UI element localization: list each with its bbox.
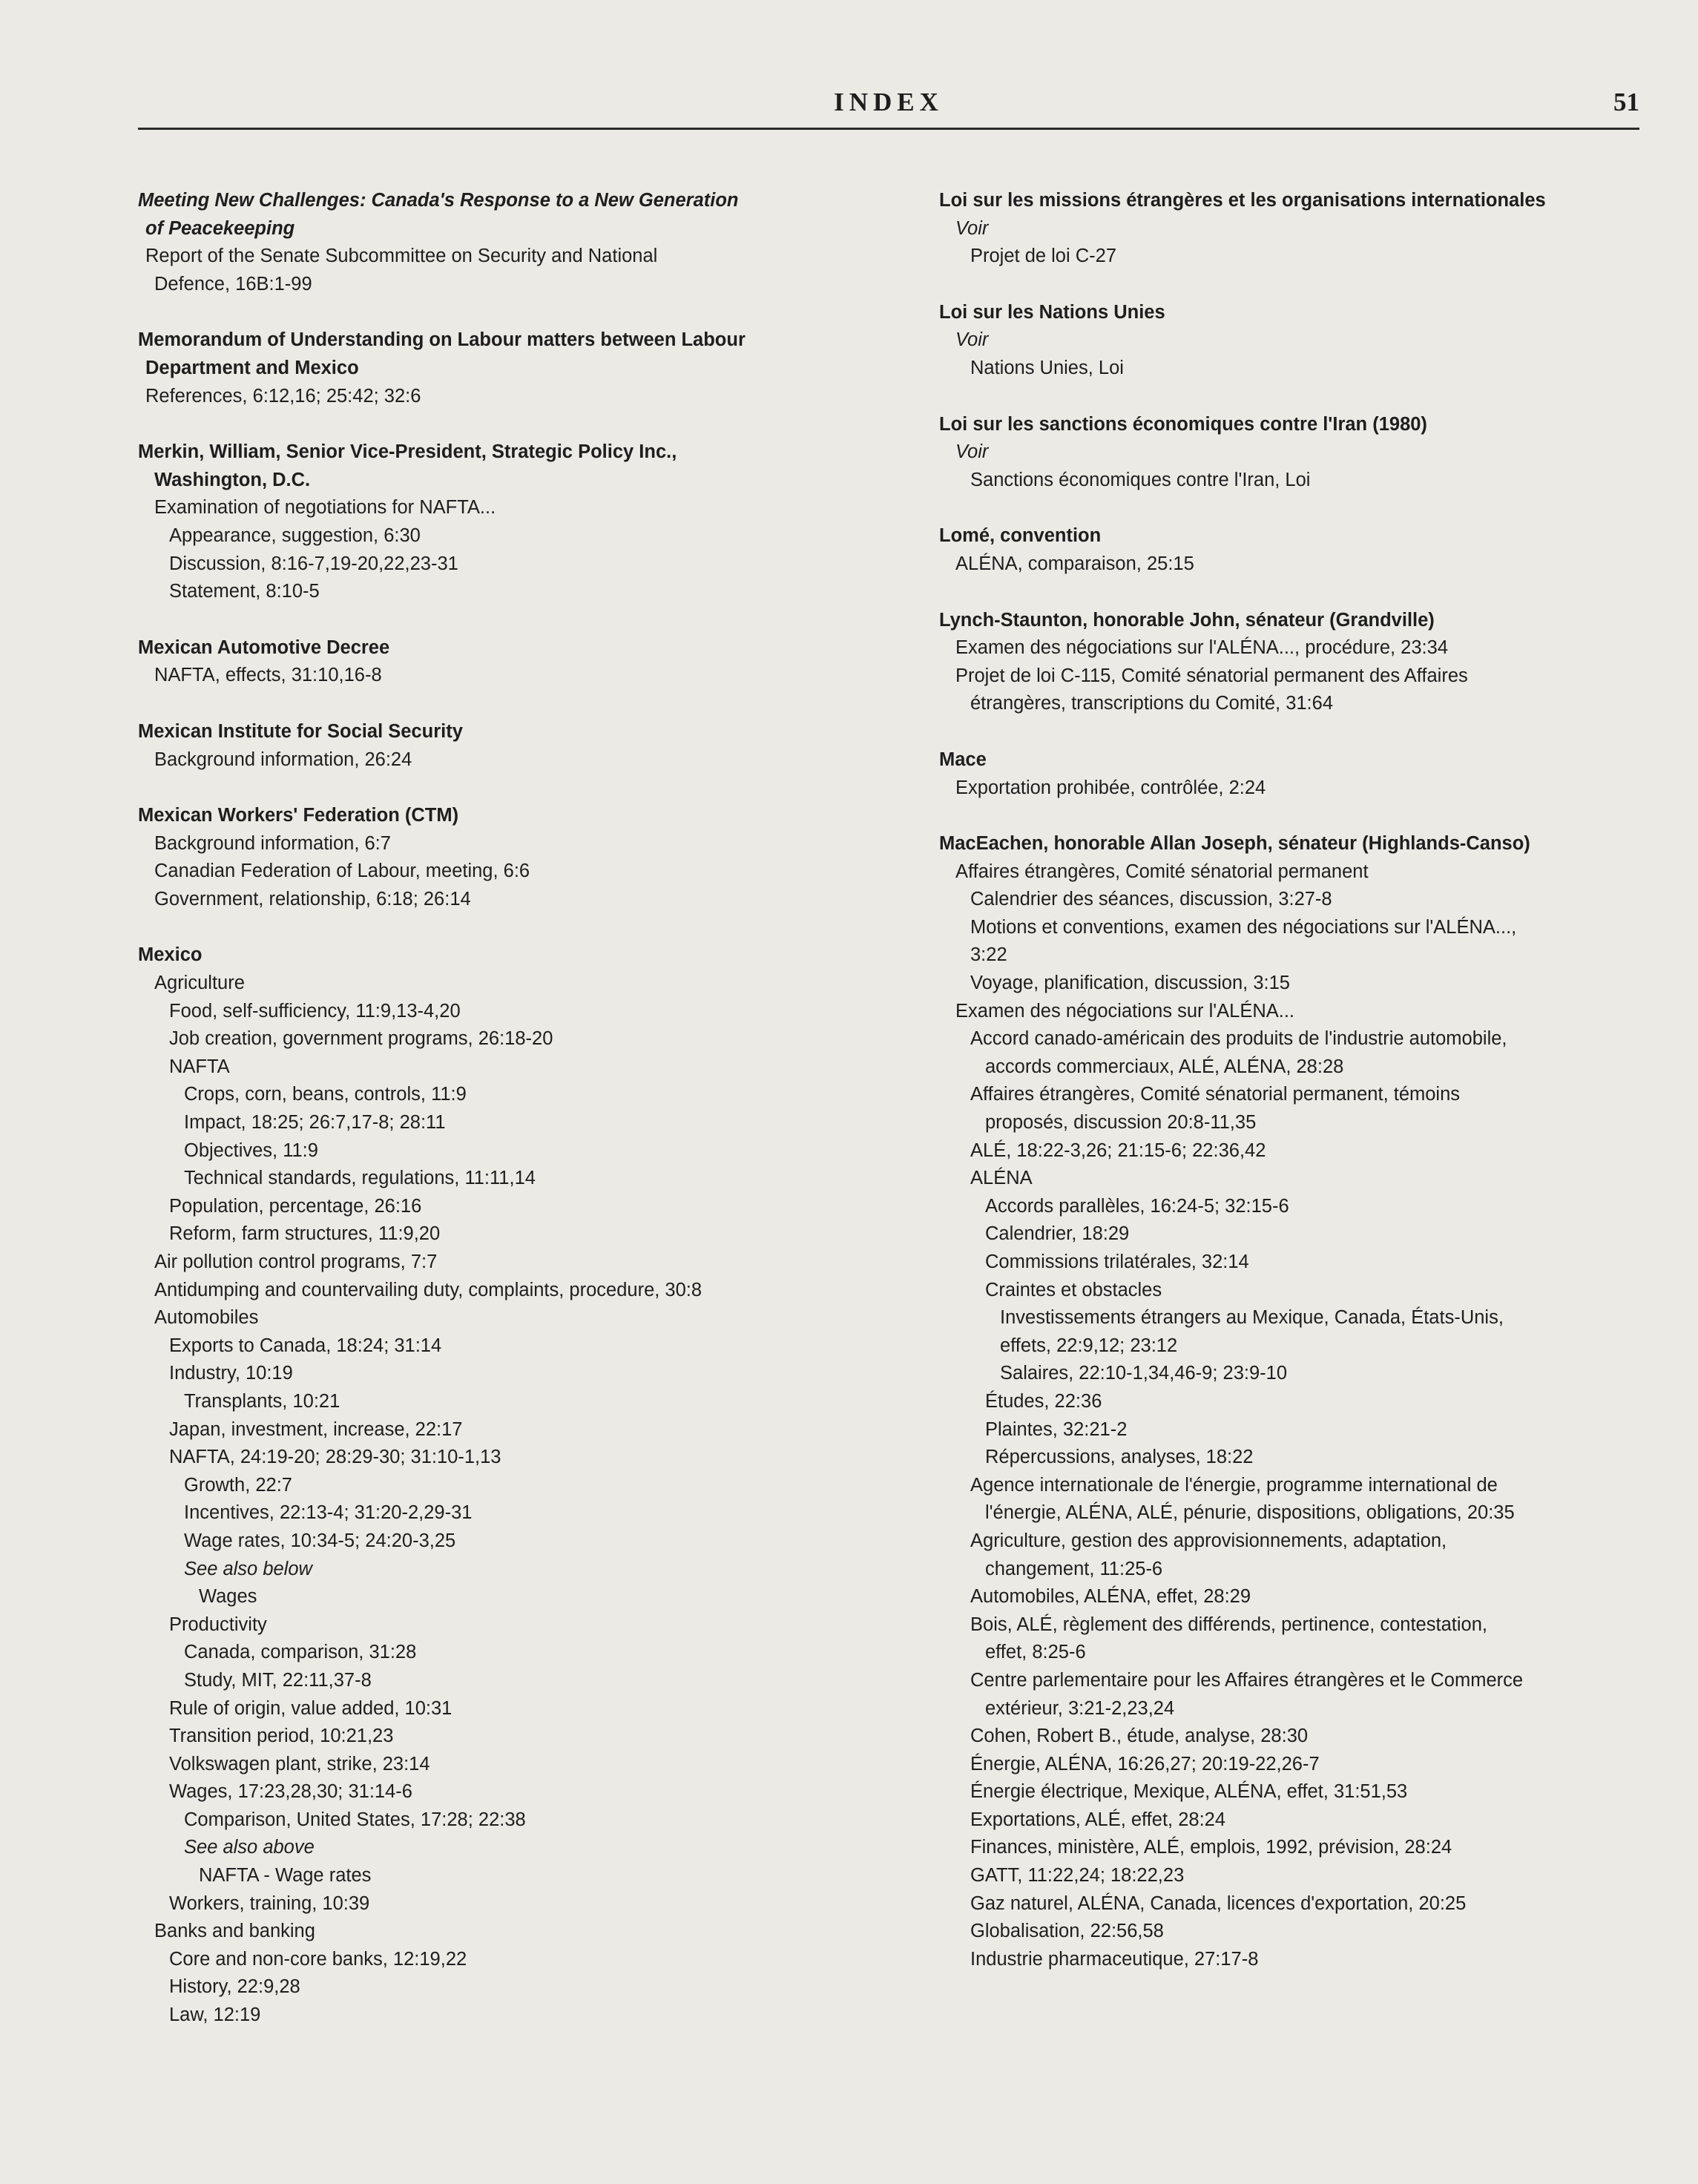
index-entry (138, 718, 880, 774)
index-subentry: Workers, training, 10:39 (169, 1892, 370, 1914)
page-header (138, 88, 1639, 129)
index-subentry: Exportation prohibée, contrôlée, 2:24 (955, 777, 1266, 798)
index-subentry: Reform, farm structures, 11:9,20 (169, 1223, 441, 1245)
index-entry (939, 299, 1651, 383)
index-subentry: Antidumping and countervailing duty, complaints, procedure, 30:8 (154, 1279, 702, 1300)
index-subentry: Cohen, Robert B., étude, analyse, 28:30 (970, 1726, 1309, 1747)
index-subentry: Examen des négociations sur l'ALÉNA... (955, 1000, 1295, 1022)
index-heading: Loi sur les missions étrangères et les organisations internationales (939, 190, 1546, 211)
index-subentry: Commissions trilatérales, 32:14 (985, 1251, 1249, 1272)
index-subentry: Répercussions, analyses, 18:22 (985, 1447, 1254, 1468)
index-subentry: Canada, comparison, 31:28 (184, 1642, 417, 1663)
index-entry (939, 522, 1651, 578)
index-subentry: Transplants, 10:21 (184, 1390, 340, 1412)
index-entry (138, 634, 880, 690)
index-subentry: Voir (955, 441, 989, 463)
left-column (138, 187, 880, 2058)
index-subentry: Finances, ministère, ALÉ, emplois, 1992, prévision, 28:24 (970, 1837, 1452, 1858)
index-subentry: Bois, ALÉ, règlement des différends, pertinence, contestation, (970, 1614, 1487, 1635)
index-subentry: Study, MIT, 22:11,37-8 (184, 1669, 372, 1691)
index-subentry: Wages (199, 1586, 257, 1608)
index-subentry: extérieur, 3:21-2,23,24 (985, 1697, 1175, 1719)
index-subentry: Technical standards, regulations, 11:11,14 (184, 1168, 536, 1189)
index-entry (138, 941, 880, 2029)
index-entry (138, 438, 880, 606)
index-heading: Loi sur les Nations Unies (939, 301, 1165, 323)
index-subentry: Motions et conventions, examen des négociations sur l'ALÉNA..., (970, 916, 1517, 938)
index-entry (939, 411, 1651, 495)
index-subentry: étrangères, transcriptions du Comité, 31:64 (970, 693, 1334, 714)
index-subentry: Productivity (169, 1614, 267, 1635)
index-subentry: Agriculture, gestion des approvisionnements, adaptation, (970, 1530, 1447, 1551)
index-subentry: NAFTA, effects, 31:10,16-8 (154, 665, 382, 686)
index-entry (939, 607, 1651, 718)
index-subentry: changement, 11:25-6 (985, 1558, 1163, 1579)
index-subentry: of Peacekeeping (145, 217, 295, 239)
index-heading: Memorandum of Understanding on Labour matters between Labour (138, 329, 746, 351)
index-subentry: ALÉNA (970, 1168, 1033, 1189)
index-subentry: Plaintes, 32:21-2 (985, 1418, 1128, 1440)
index-heading: Mexican Workers' Federation (CTM) (138, 805, 459, 826)
index-heading: Lynch-Staunton, honorable John, sénateur (Grandville) (939, 609, 1435, 631)
index-subentry: Agriculture (154, 973, 245, 994)
index-subentry: Appearance, suggestion, 6:30 (169, 524, 421, 546)
index-subentry: Automobiles (154, 1307, 259, 1329)
index-subentry: Transition period, 10:21,23 (169, 1726, 394, 1747)
index-subentry: Law, 12:19 (169, 2004, 261, 2026)
index-subentry: ALÉNA, comparaison, 25:15 (955, 553, 1194, 574)
index-subentry: Exports to Canada, 18:24; 31:14 (169, 1335, 442, 1356)
index-subentry: Agence internationale de l'énergie, programme international de (970, 1474, 1498, 1496)
index-subentry: Department and Mexico (145, 357, 359, 378)
index-subentry: Affaires étrangères, Comité sénatorial permanent (955, 861, 1369, 882)
index-subentry: Background information, 6:7 (154, 832, 391, 854)
index-entry (939, 187, 1651, 271)
page-title: INDEX (834, 88, 944, 116)
index-subentry: Crops, corn, beans, controls, 11:9 (184, 1084, 467, 1105)
index-subentry: Canadian Federation of Labour, meeting, 6:6 (154, 861, 530, 882)
index-subentry: Industry, 10:19 (169, 1363, 293, 1384)
index-subentry: References, 6:12,16; 25:42; 32:6 (145, 385, 421, 407)
index-subentry: Nations Unies, Loi (970, 357, 1124, 378)
index-subentry: accords commerciaux, ALÉ, ALÉNA, 28:28 (985, 1056, 1344, 1077)
index-subentry: Growth, 22:7 (184, 1474, 292, 1496)
index-subentry: Voir (955, 217, 989, 239)
index-subentry: Voir (955, 329, 989, 351)
index-subentry: NAFTA (169, 1056, 230, 1077)
index-heading: Lomé, convention (939, 525, 1102, 547)
index-entry (138, 326, 880, 410)
index-subentry: Discussion, 8:16-7,19-20,22,23-31 (169, 553, 458, 574)
index-subentry: Impact, 18:25; 26:7,17-8; 28:11 (184, 1112, 446, 1134)
index-subentry: ALÉ, 18:22-3,26; 21:15-6; 22:36,42 (970, 1139, 1266, 1161)
index-subentry: proposés, discussion 20:8-11,35 (985, 1112, 1257, 1134)
right-column (939, 187, 1651, 2002)
index-subentry: Japan, investment, increase, 22:17 (169, 1418, 463, 1440)
index-subentry: See also below (184, 1558, 312, 1579)
index-subentry: Gaz naturel, ALÉNA, Canada, licences d'exportation, 20:25 (970, 1892, 1467, 1914)
index-subentry: effets, 22:9,12; 23:12 (1000, 1335, 1178, 1356)
index-subentry: Investissements étrangers au Mexique, Canada, États-Unis, (1000, 1307, 1504, 1329)
index-subentry: Report of the Senate Subcommittee on Security and National (145, 246, 658, 267)
index-subentry: Comparison, United States, 17:28; 22:38 (184, 1809, 526, 1830)
index-subentry: Énergie électrique, Mexique, ALÉNA, effet, 31:51,53 (970, 1781, 1408, 1803)
index-subentry: Études, 22:36 (985, 1390, 1102, 1412)
index-subentry: Defence, 16B:1-99 (154, 273, 312, 295)
index-subentry: Industrie pharmaceutique, 27:17-8 (970, 1948, 1259, 1970)
index-subentry: 3:22 (970, 944, 1007, 966)
index-subentry: Voyage, planification, discussion, 3:15 (970, 973, 1290, 994)
index-subentry: Population, percentage, 26:16 (169, 1195, 422, 1217)
index-subentry: Salaires, 22:10-1,34,46-9; 23:9-10 (1000, 1363, 1288, 1384)
index-subentry: Automobiles, ALÉNA, effet, 28:29 (970, 1586, 1251, 1608)
index-subentry: Rule of origin, value added, 10:31 (169, 1697, 453, 1719)
index-subentry: Banks and banking (154, 1921, 315, 1942)
index-entry (138, 187, 880, 298)
index-entry (138, 802, 880, 913)
index-heading: MacEachen, honorable Allan Joseph, sénateur (Highlands-Canso) (939, 833, 1530, 855)
index-subentry: Washington, D.C. (154, 469, 311, 490)
index-subentry: Statement, 8:10-5 (169, 581, 320, 602)
index-subentry: Core and non-core banks, 12:19,22 (169, 1948, 467, 1970)
index-subentry: Exportations, ALÉ, effet, 28:24 (970, 1809, 1226, 1830)
index-subentry: Food, self-sufficiency, 11:9,13-4,20 (169, 1000, 461, 1022)
index-entry (939, 830, 1651, 1973)
index-subentry: Volkswagen plant, strike, 23:14 (169, 1753, 430, 1774)
index-subentry: Incentives, 22:13-4; 31:20-2,29-31 (184, 1502, 473, 1524)
index-subentry: Craintes et obstacles (985, 1279, 1162, 1300)
index-subentry: Projet de loi C-115, Comité sénatorial permanent des Affaires (955, 665, 1468, 686)
index-subentry: Accords parallèles, 16:24-5; 32:15-6 (985, 1195, 1289, 1217)
index-subentry: Sanctions économiques contre l'Iran, Loi (970, 469, 1311, 490)
index-subentry: See also above (184, 1837, 315, 1858)
index-subentry: Background information, 26:24 (154, 749, 412, 770)
index-entry (939, 746, 1651, 802)
index-subentry: Objectives, 11:9 (184, 1139, 318, 1161)
index-subentry: History, 22:9,28 (169, 1976, 300, 1998)
index-subentry: Centre parlementaire pour les Affaires étrangères et le Commerce (970, 1669, 1524, 1691)
index-heading: Loi sur les sanctions économiques contre l'Iran (1980) (939, 413, 1427, 435)
index-subentry: Examen des négociations sur l'ALÉNA..., procédure, 23:34 (955, 637, 1448, 659)
index-subentry: Air pollution control programs, 7:7 (154, 1251, 438, 1272)
index-subentry: Accord canado-américain des produits de l'industrie automobile, (970, 1028, 1507, 1050)
index-subentry: Énergie, ALÉNA, 16:26,27; 20:19-22,26-7 (970, 1753, 1320, 1774)
index-heading: Meeting New Challenges: Canada's Response to a New Generation (138, 190, 739, 211)
index-heading: Mexico (138, 944, 203, 966)
index-subentry: Government, relationship, 6:18; 26:14 (154, 888, 471, 910)
index-subentry: Projet de loi C-27 (970, 246, 1117, 267)
index-subentry: Calendrier des séances, discussion, 3:27-8 (970, 889, 1332, 910)
index-subentry: Wages, 17:23,28,30; 31:14-6 (169, 1781, 412, 1803)
index-subentry: Calendrier, 18:29 (985, 1223, 1130, 1245)
index-subentry: l'énergie, ALÉNA, ALÉ, pénurie, dispositions, obligations, 20:35 (985, 1502, 1515, 1524)
index-subentry: Job creation, government programs, 26:18-20 (169, 1028, 553, 1050)
index-subentry: GATT, 11:22,24; 18:22,23 (970, 1865, 1185, 1887)
index-subentry: Globalisation, 22:56,58 (970, 1921, 1164, 1942)
index-heading: Mace (939, 749, 987, 770)
index-subentry: Affaires étrangères, Comité sénatorial permanent, témoins (970, 1084, 1461, 1105)
index-subentry: NAFTA - Wage rates (199, 1865, 372, 1887)
index-heading: Mexican Institute for Social Security (138, 720, 463, 742)
index-heading: Merkin, William, Senior Vice-President, Strategic Policy Inc., (138, 441, 677, 463)
page-number: 51 (1613, 88, 1639, 116)
index-subentry: effet, 8:25-6 (985, 1642, 1086, 1663)
index-subentry: NAFTA, 24:19-20; 28:29-30; 31:10-1,13 (169, 1447, 501, 1468)
index-heading: Mexican Automotive Decree (138, 637, 390, 658)
index-subentry: Examination of negotiations for NAFTA... (154, 497, 496, 519)
index-subentry: Wage rates, 10:34-5; 24:20-3,25 (184, 1530, 456, 1551)
header-rule (138, 128, 1639, 130)
